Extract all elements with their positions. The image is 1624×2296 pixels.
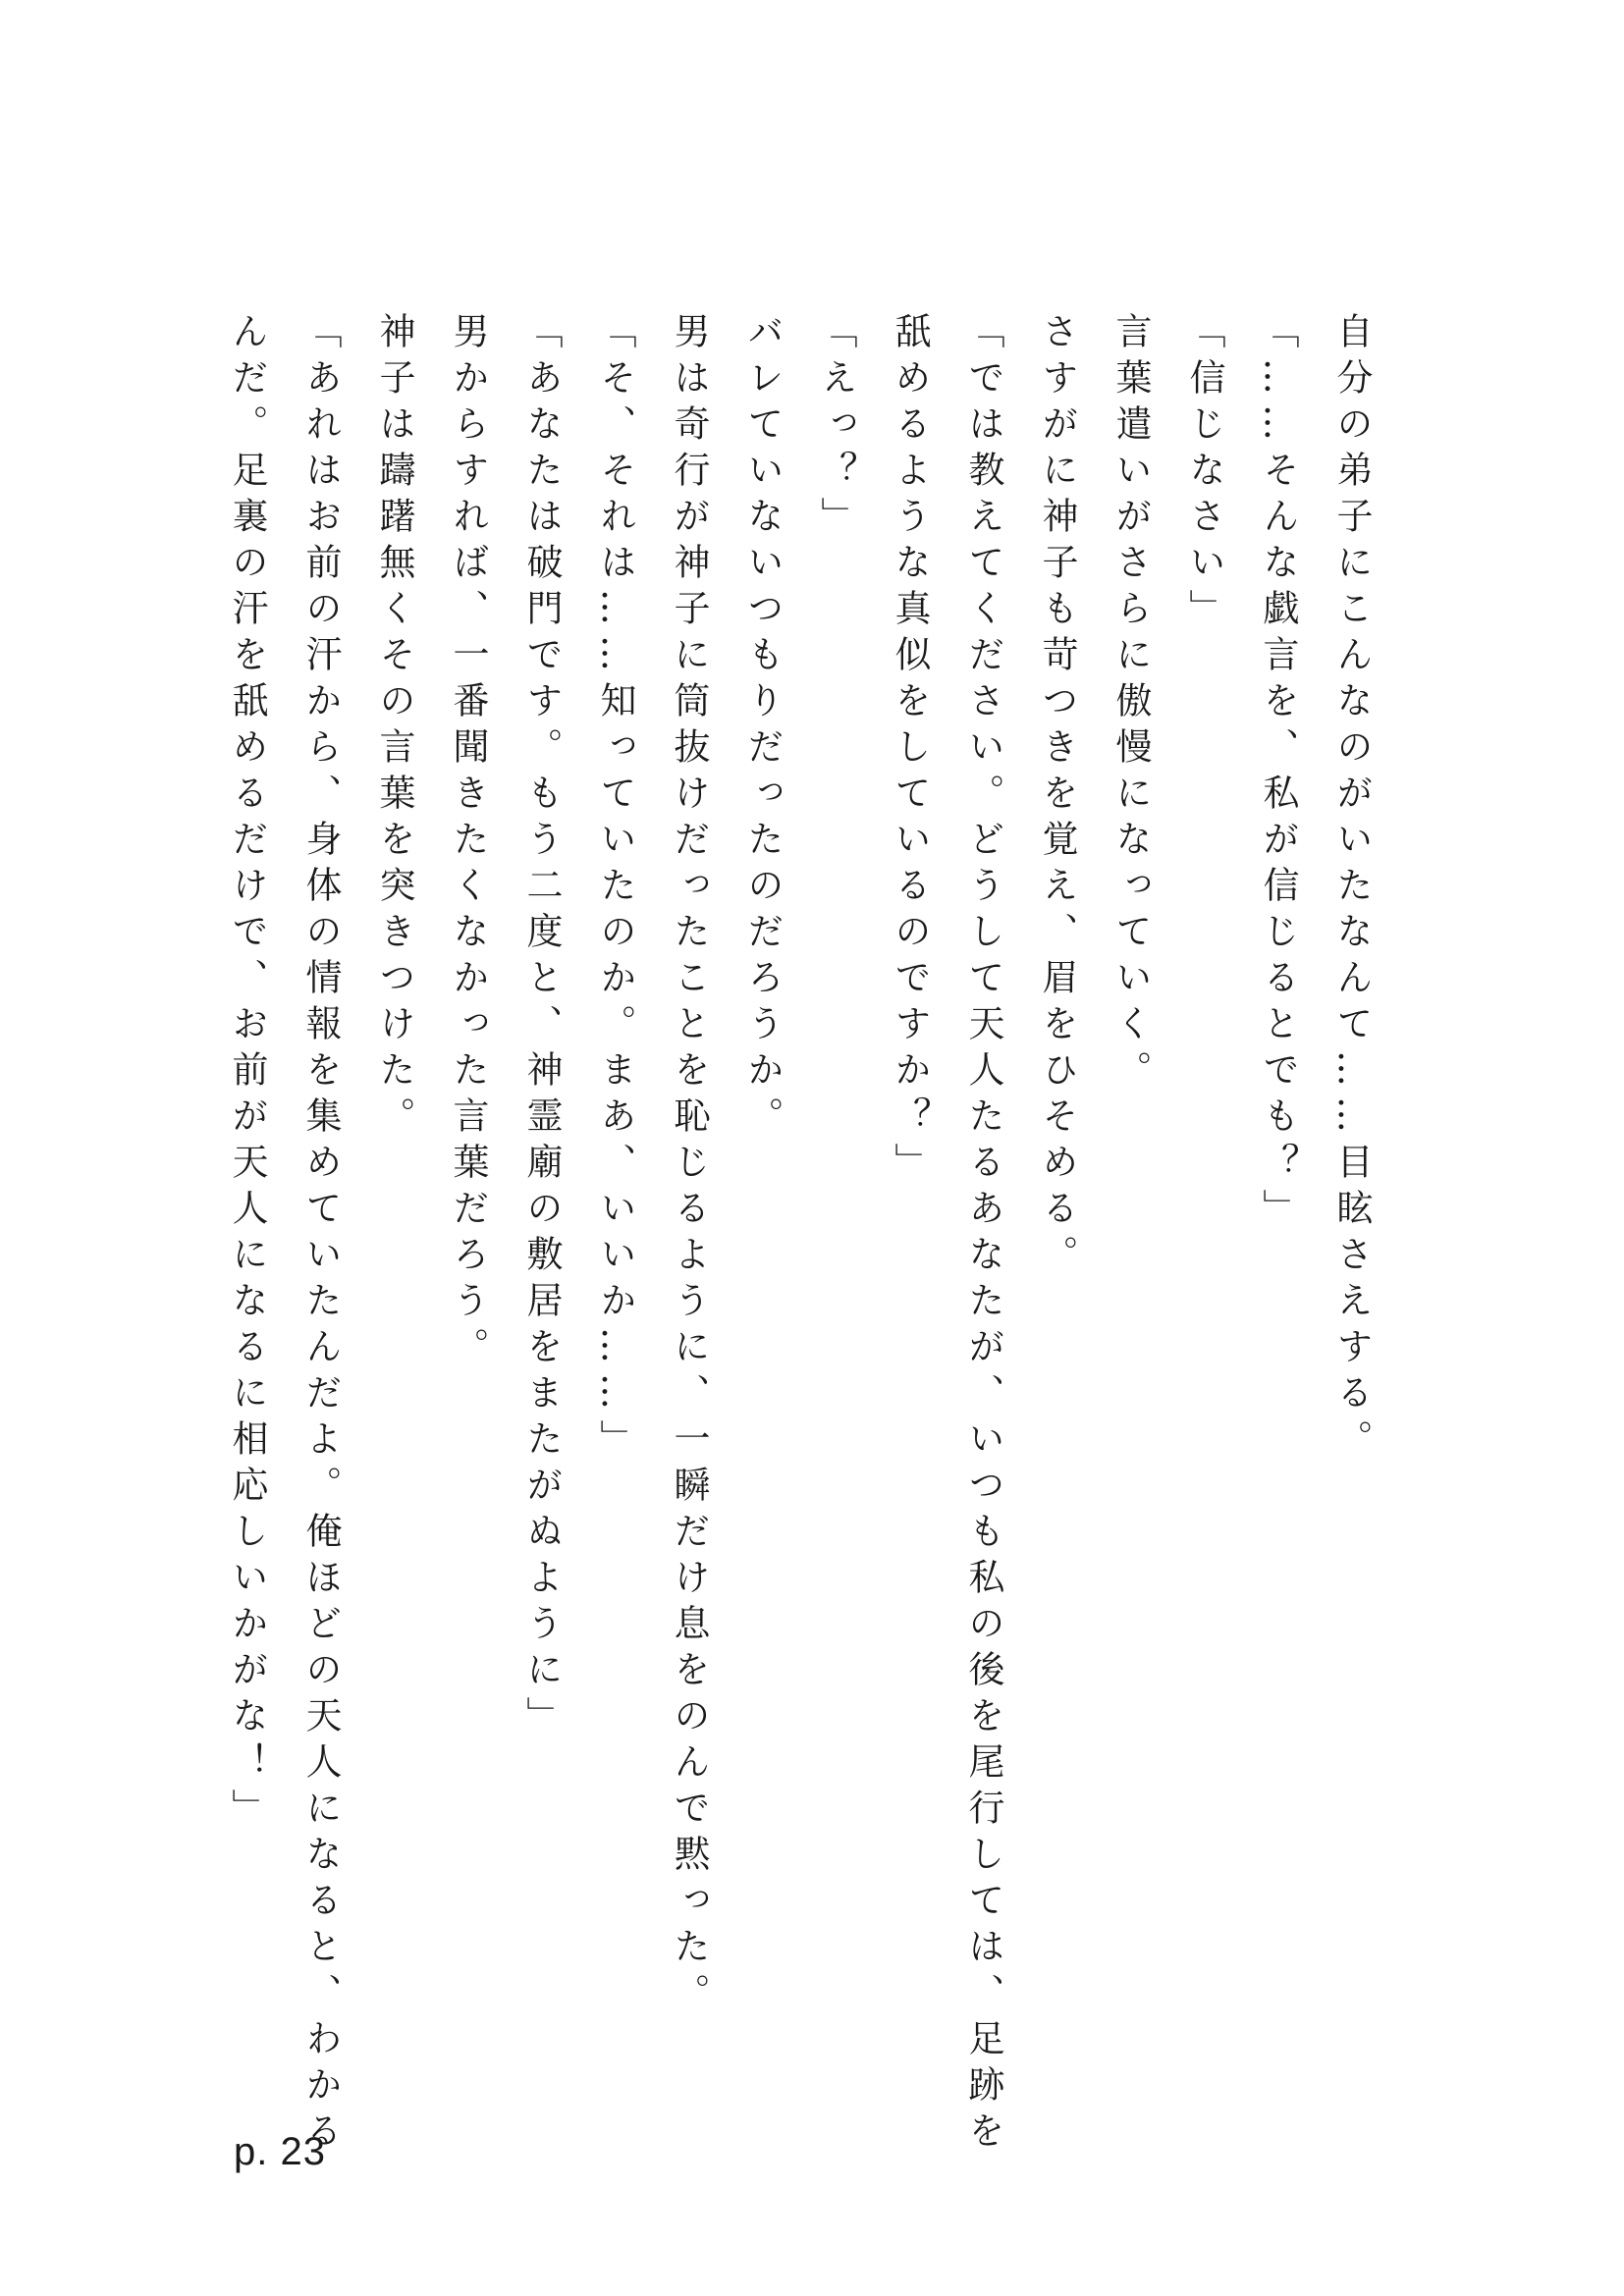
paragraph: 「えっ？」 (815, 312, 857, 543)
page-number: p. 23 (234, 2130, 326, 2173)
vertical-text-body (210, 312, 1388, 2158)
paragraph: 「あなたは破門です。もう二度と、神霊廟の敷居をまたがぬように」 (520, 312, 563, 1742)
paragraph: 男からすれば、一番聞きたくなかった言葉だろう。 (447, 312, 489, 1373)
paragraph: 言葉遣いがさらに傲慢になっていく。 (1110, 312, 1152, 1096)
paragraph: バレていないつもりだったのだろうか。 (741, 312, 784, 1143)
paragraph: 自分の弟子にこんなのがいたなんて……目眩さえする。 (1330, 312, 1373, 1466)
paragraph: 「では教えてください。どうして天人たるあなたが、いつも私の後を尾行しては、足跡を舐めるような真似をしているのですか？」 (889, 312, 1004, 2158)
paragraph: さすがに神子も苛つきを覚え、眉をひそめる。 (1036, 312, 1078, 1281)
paragraph: 神子は躊躇無くその言葉を突きつけた。 (373, 312, 415, 1143)
paragraph: 「……そんな戯言を、私が信じるとでも？」 (1257, 312, 1299, 1235)
paragraph: 「信じなさい」 (1183, 312, 1225, 635)
paragraph: 男は奇行が神子に筒抜けだったことを恥じるように、一瞬だけ息をのんで黙った。 (668, 312, 710, 2019)
paragraph: 「そ、それは……知っていたのか。まあ、いいか……」 (594, 312, 636, 1466)
paragraph: 「あれはお前の汗から、身体の情報を集めていたんだよ。俺ほどの天人になると、わかるんだ。足裏の汗を舐めるだけで、お前が天人になるに相応しいかがな！」 (226, 312, 342, 2158)
